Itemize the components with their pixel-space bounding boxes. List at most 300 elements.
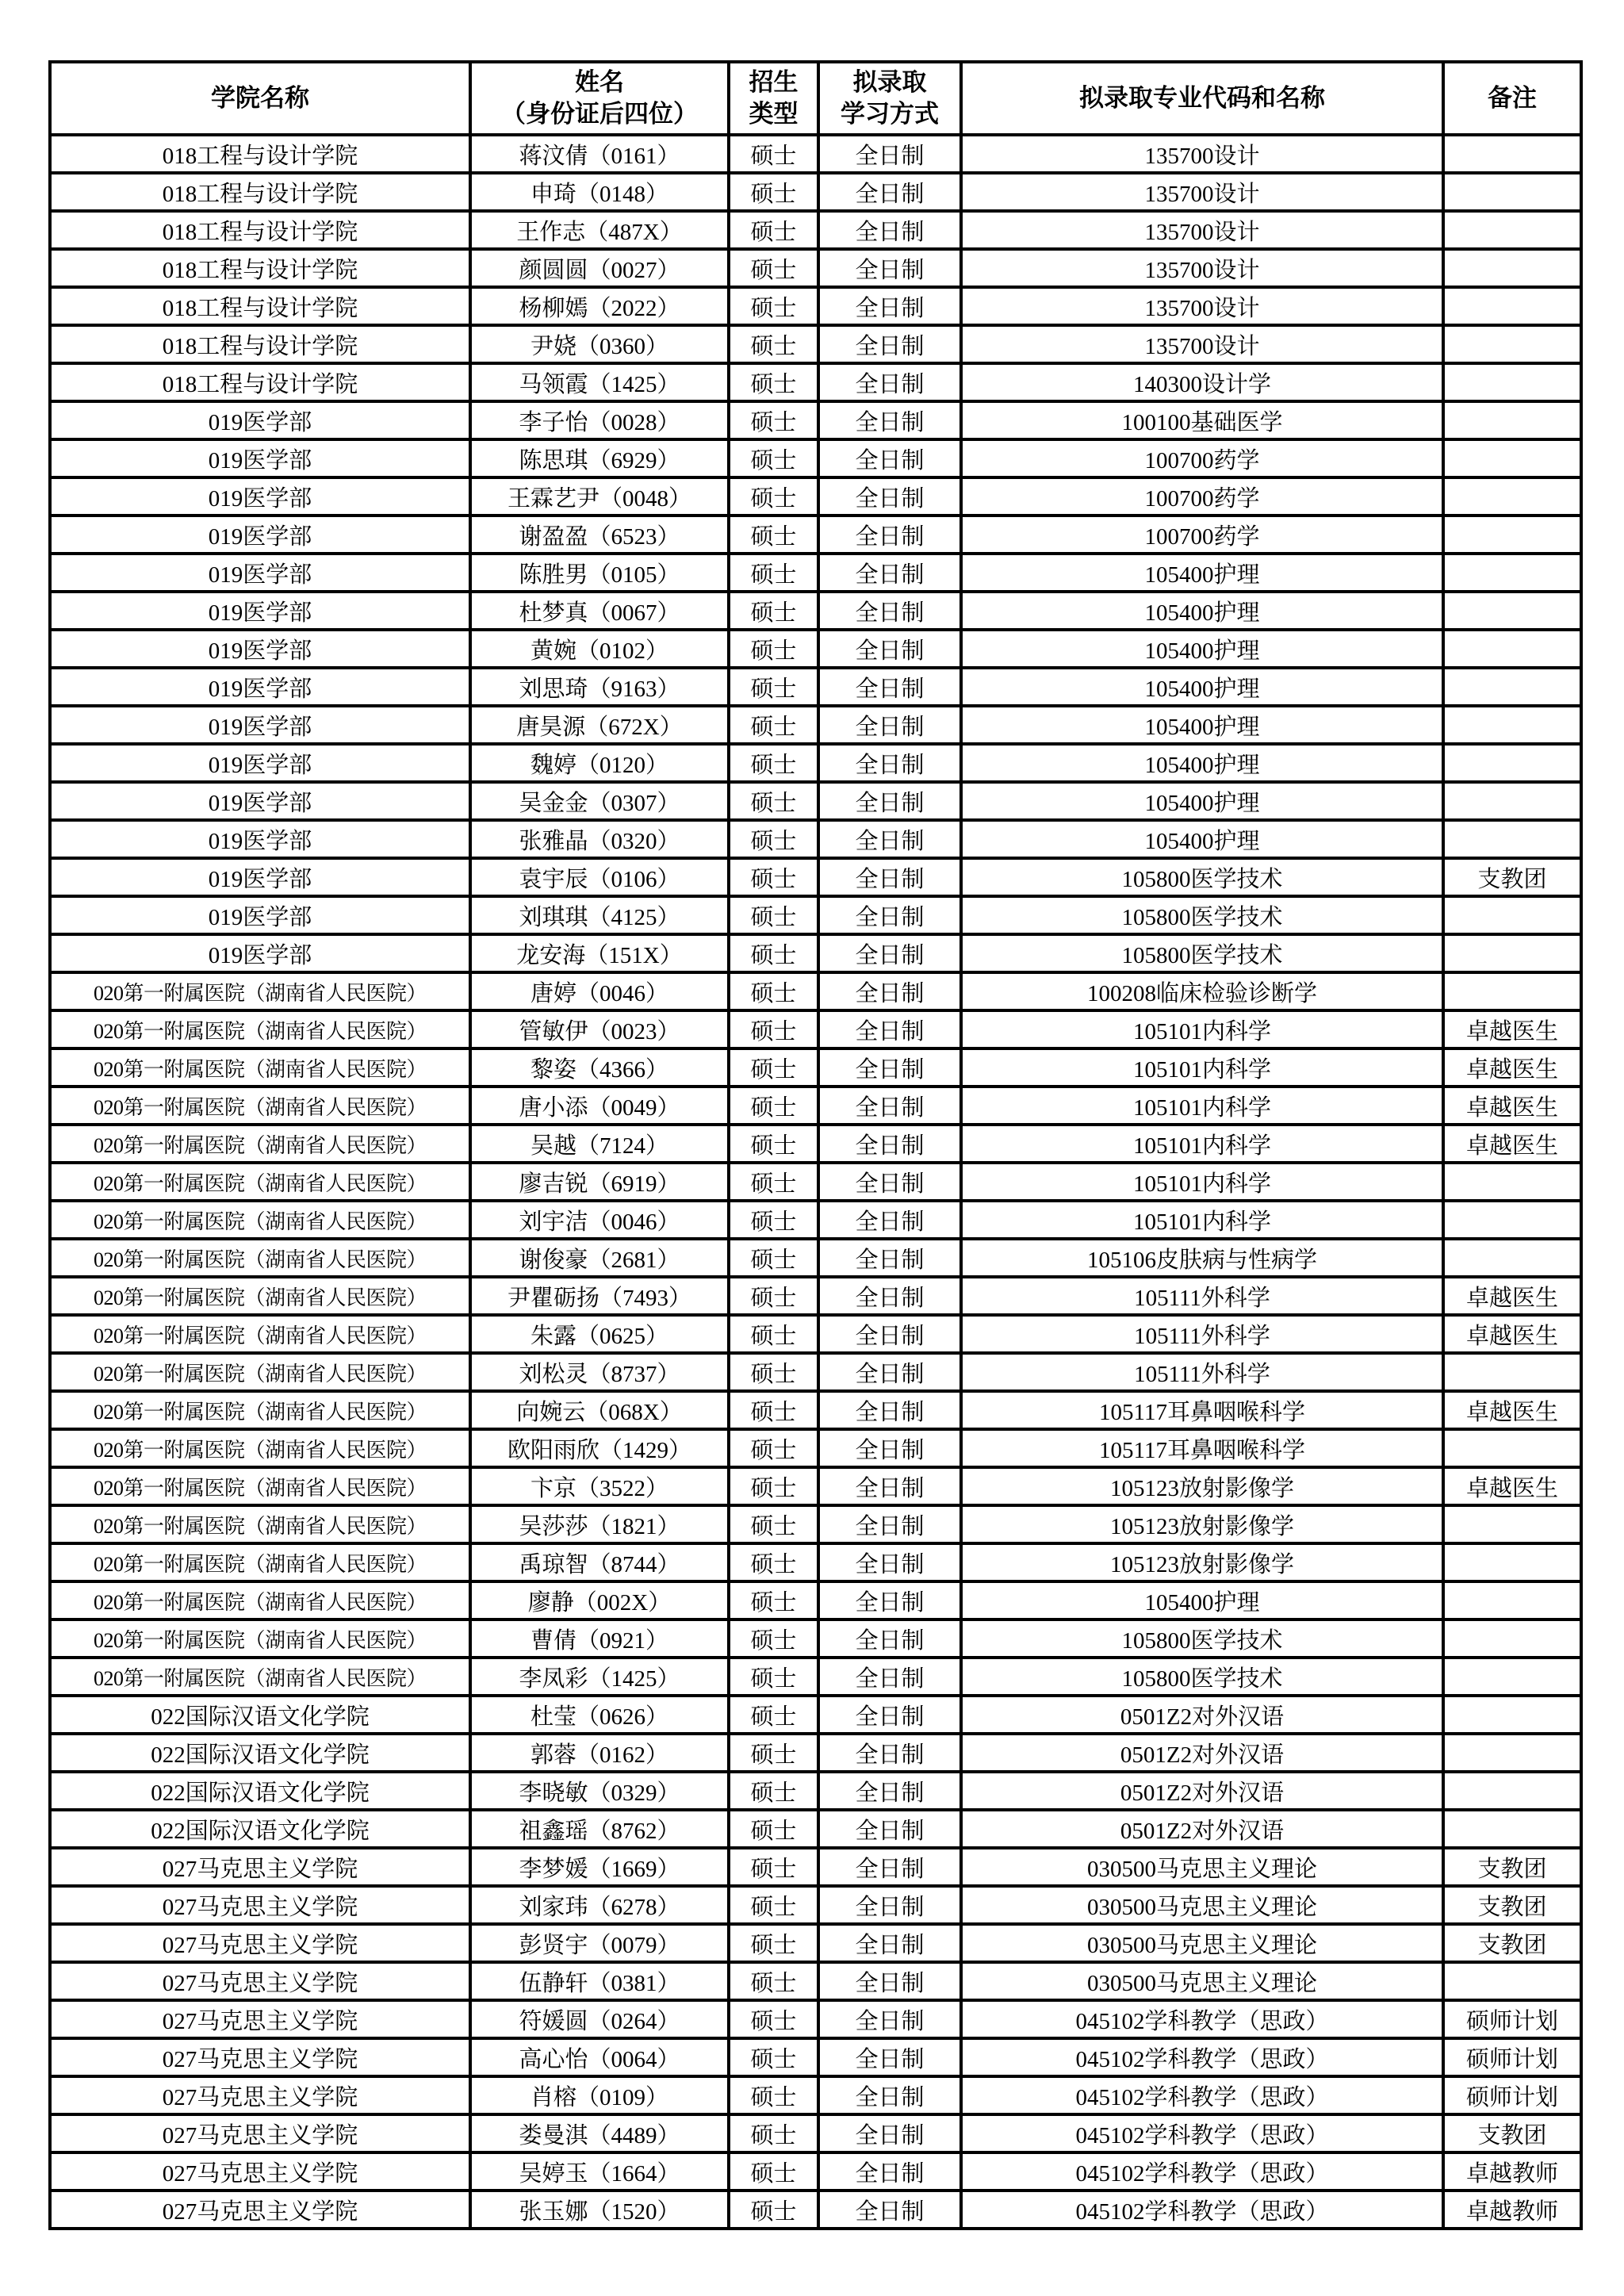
- cell-name: 颜圆圆（0027）: [470, 249, 729, 287]
- cell-college: 018工程与设计学院: [50, 173, 470, 211]
- cell-college: 020第一附属医院（湖南省人民医院）: [50, 1658, 470, 1696]
- cell-name: 廖静（002X）: [470, 1581, 729, 1619]
- table-row: [50, 1848, 1581, 1886]
- cell-mode: 全日制: [818, 1619, 961, 1658]
- cell-remark: [1443, 706, 1581, 744]
- cell-type: 硕士: [729, 1391, 818, 1429]
- table-row: [50, 1886, 1581, 1924]
- cell-remark: [1443, 1239, 1581, 1277]
- cell-college: 020第一附属医院（湖南省人民医院）: [50, 1505, 470, 1543]
- cell-college: 027马克思主义学院: [50, 1848, 470, 1886]
- cell-mode: 全日制: [818, 516, 961, 554]
- cell-mode: 全日制: [818, 1429, 961, 1467]
- cell-mode: 全日制: [818, 1810, 961, 1848]
- cell-mode: 全日制: [818, 2000, 961, 2038]
- cell-college: 027马克思主义学院: [50, 2038, 470, 2076]
- cell-college: 019医学部: [50, 554, 470, 592]
- cell-college: 022国际汉语文化学院: [50, 1810, 470, 1848]
- cell-name: 李凤彩（1425）: [470, 1658, 729, 1696]
- cell-major: 105800医学技术: [961, 1619, 1443, 1658]
- table-row: [50, 668, 1581, 706]
- cell-college: 019医学部: [50, 820, 470, 858]
- table-row: [50, 554, 1581, 592]
- cell-name: 杨柳嫣（2022）: [470, 287, 729, 325]
- cell-remark: [1443, 1163, 1581, 1201]
- table-row: [50, 2191, 1581, 2229]
- cell-type: 硕士: [729, 1619, 818, 1658]
- cell-major: 135700设计: [961, 325, 1443, 363]
- cell-mode: 全日制: [818, 211, 961, 249]
- cell-mode: 全日制: [818, 477, 961, 516]
- cell-mode: 全日制: [818, 2114, 961, 2152]
- cell-name: 吴婷玉（1664）: [470, 2152, 729, 2191]
- table-row: [50, 1125, 1581, 1163]
- cell-college: 027马克思主义学院: [50, 2114, 470, 2152]
- cell-type: 硕士: [729, 820, 818, 858]
- cell-college: 020第一附属医院（湖南省人民医院）: [50, 1543, 470, 1581]
- cell-name: 尹瞿砺扬（7493）: [470, 1277, 729, 1315]
- cell-college: 018工程与设计学院: [50, 211, 470, 249]
- cell-type: 硕士: [729, 2000, 818, 2038]
- cell-name: 郭蓉（0162）: [470, 1734, 729, 1772]
- cell-major: 105101内科学: [961, 1163, 1443, 1201]
- cell-mode: 全日制: [818, 401, 961, 439]
- cell-type: 硕士: [729, 516, 818, 554]
- cell-major: 135700设计: [961, 135, 1443, 173]
- col-header-admission-type-line2: 类型: [749, 100, 799, 128]
- cell-college: 019医学部: [50, 516, 470, 554]
- table-row: [50, 211, 1581, 249]
- table-row: [50, 896, 1581, 934]
- cell-name: 杜梦真（0067）: [470, 592, 729, 630]
- cell-college: 019医学部: [50, 706, 470, 744]
- cell-remark: 卓越医生: [1443, 1048, 1581, 1087]
- cell-major: 105123放射影像学: [961, 1543, 1443, 1581]
- col-header-study-mode-line1: 拟录取: [852, 67, 927, 96]
- table-row: [50, 820, 1581, 858]
- cell-remark: [1443, 1429, 1581, 1467]
- cell-remark: [1443, 516, 1581, 554]
- cell-college: 022国际汉语文化学院: [50, 1772, 470, 1810]
- cell-major: 105800医学技术: [961, 858, 1443, 896]
- table-header: [50, 62, 1581, 135]
- cell-major: 105400护理: [961, 782, 1443, 820]
- cell-name: 向婉云（068X）: [470, 1391, 729, 1429]
- cell-major: 105400护理: [961, 1581, 1443, 1619]
- cell-college: 020第一附属医院（湖南省人民医院）: [50, 1239, 470, 1277]
- cell-type: 硕士: [729, 1010, 818, 1048]
- cell-major: 105400护理: [961, 554, 1443, 592]
- cell-mode: 全日制: [818, 1505, 961, 1543]
- cell-remark: [1443, 1619, 1581, 1658]
- cell-major: 105101内科学: [961, 1010, 1443, 1048]
- cell-type: 硕士: [729, 744, 818, 782]
- cell-mode: 全日制: [818, 1277, 961, 1315]
- cell-type: 硕士: [729, 2076, 818, 2114]
- cell-remark: [1443, 554, 1581, 592]
- cell-remark: [1443, 668, 1581, 706]
- cell-major: 135700设计: [961, 249, 1443, 287]
- cell-mode: 全日制: [818, 592, 961, 630]
- cell-name: 高心怡（0064）: [470, 2038, 729, 2076]
- cell-type: 硕士: [729, 1848, 818, 1886]
- table-row: [50, 1048, 1581, 1087]
- cell-mode: 全日制: [818, 1467, 961, 1505]
- table-row: [50, 1201, 1581, 1239]
- cell-name: 张雅晶（0320）: [470, 820, 729, 858]
- cell-college: 020第一附属医院（湖南省人民医院）: [50, 1163, 470, 1201]
- cell-college: 020第一附属医院（湖南省人民医院）: [50, 1010, 470, 1048]
- cell-mode: 全日制: [818, 1087, 961, 1125]
- cell-remark: [1443, 1658, 1581, 1696]
- table-row: [50, 1277, 1581, 1315]
- cell-type: 硕士: [729, 1772, 818, 1810]
- cell-type: 硕士: [729, 668, 818, 706]
- cell-major: 105400护理: [961, 592, 1443, 630]
- cell-major: 105123放射影像学: [961, 1467, 1443, 1505]
- table-row: [50, 1734, 1581, 1772]
- cell-name: 王作志（487X）: [470, 211, 729, 249]
- cell-type: 硕士: [729, 706, 818, 744]
- cell-type: 硕士: [729, 1962, 818, 2000]
- cell-name: 吴越（7124）: [470, 1125, 729, 1163]
- cell-type: 硕士: [729, 363, 818, 401]
- table-row: [50, 592, 1581, 630]
- table-row: [50, 1505, 1581, 1543]
- admission-list-table: [48, 60, 1583, 2230]
- cell-name: 符媛圆（0264）: [470, 2000, 729, 2038]
- table-row: [50, 858, 1581, 896]
- cell-college: 022国际汉语文化学院: [50, 1734, 470, 1772]
- table-row: [50, 1239, 1581, 1277]
- cell-college: 019医学部: [50, 858, 470, 896]
- cell-major: 030500马克思主义理论: [961, 1962, 1443, 2000]
- cell-major: 135700设计: [961, 173, 1443, 211]
- cell-remark: [1443, 1772, 1581, 1810]
- cell-college: 027马克思主义学院: [50, 2191, 470, 2229]
- table-row: [50, 1924, 1581, 1962]
- table-row: [50, 1467, 1581, 1505]
- cell-remark: [1443, 249, 1581, 287]
- cell-name: 娄曼淇（4489）: [470, 2114, 729, 2152]
- cell-major: 0501Z2对外汉语: [961, 1810, 1443, 1848]
- cell-type: 硕士: [729, 630, 818, 668]
- cell-college: 019医学部: [50, 782, 470, 820]
- cell-college: 019医学部: [50, 439, 470, 477]
- cell-mode: 全日制: [818, 1886, 961, 1924]
- cell-college: 019医学部: [50, 668, 470, 706]
- cell-name: 黎姿（4366）: [470, 1048, 729, 1087]
- cell-type: 硕士: [729, 135, 818, 173]
- cell-mode: 全日制: [818, 1315, 961, 1353]
- cell-type: 硕士: [729, 1353, 818, 1391]
- table-row: [50, 439, 1581, 477]
- cell-major: 105101内科学: [961, 1201, 1443, 1239]
- cell-major: 100700药学: [961, 439, 1443, 477]
- cell-mode: 全日制: [818, 1924, 961, 1962]
- cell-mode: 全日制: [818, 782, 961, 820]
- cell-mode: 全日制: [818, 1010, 961, 1048]
- table-row: [50, 135, 1581, 173]
- col-header-remark: [1443, 62, 1581, 135]
- cell-remark: 卓越医生: [1443, 1467, 1581, 1505]
- cell-remark: [1443, 1734, 1581, 1772]
- cell-college: 027马克思主义学院: [50, 1962, 470, 2000]
- cell-remark: [1443, 782, 1581, 820]
- cell-college: 020第一附属医院（湖南省人民医院）: [50, 1277, 470, 1315]
- cell-mode: 全日制: [818, 325, 961, 363]
- col-header-admission-type: [729, 62, 818, 135]
- cell-mode: 全日制: [818, 896, 961, 934]
- cell-major: 105400护理: [961, 820, 1443, 858]
- table-row: [50, 401, 1581, 439]
- cell-college: 018工程与设计学院: [50, 287, 470, 325]
- cell-major: 045102学科教学（思政）: [961, 2191, 1443, 2229]
- cell-name: 李子怡（0028）: [470, 401, 729, 439]
- cell-major: 105400护理: [961, 744, 1443, 782]
- cell-remark: 卓越教师: [1443, 2191, 1581, 2229]
- cell-name: 刘宇洁（0046）: [470, 1201, 729, 1239]
- cell-mode: 全日制: [818, 1772, 961, 1810]
- cell-remark: [1443, 1543, 1581, 1581]
- cell-name: 卞京（3522）: [470, 1467, 729, 1505]
- cell-major: 105101内科学: [961, 1048, 1443, 1087]
- cell-type: 硕士: [729, 1924, 818, 1962]
- cell-mode: 全日制: [818, 2191, 961, 2229]
- cell-name: 肖榕（0109）: [470, 2076, 729, 2114]
- table-row: [50, 2076, 1581, 2114]
- col-header-admission-type-line1: 招生: [749, 67, 799, 96]
- cell-major: 105800医学技术: [961, 934, 1443, 972]
- cell-major: 100100基础医学: [961, 401, 1443, 439]
- cell-name: 刘琪琪（4125）: [470, 896, 729, 934]
- cell-major: 100700药学: [961, 477, 1443, 516]
- cell-name: 谢盈盈（6523）: [470, 516, 729, 554]
- cell-mode: 全日制: [818, 439, 961, 477]
- cell-name: 管敏伊（0023）: [470, 1010, 729, 1048]
- table-row: [50, 325, 1581, 363]
- cell-remark: [1443, 1696, 1581, 1734]
- cell-major: 105800医学技术: [961, 896, 1443, 934]
- cell-name: 刘思琦（9163）: [470, 668, 729, 706]
- cell-college: 020第一附属医院（湖南省人民医院）: [50, 1619, 470, 1658]
- cell-remark: [1443, 1353, 1581, 1391]
- cell-mode: 全日制: [818, 1581, 961, 1619]
- cell-name: 唐小添（0049）: [470, 1087, 729, 1125]
- col-header-study-mode-line2: 学习方式: [841, 100, 939, 128]
- col-header-major-label: 拟录取专业代码和名称: [1079, 83, 1325, 112]
- table-row: [50, 934, 1581, 972]
- cell-college: 020第一附属医院（湖南省人民医院）: [50, 1201, 470, 1239]
- cell-type: 硕士: [729, 249, 818, 287]
- cell-remark: [1443, 135, 1581, 173]
- cell-remark: 卓越医生: [1443, 1010, 1581, 1048]
- col-header-name-line2: （身份证后四位）: [501, 100, 698, 128]
- cell-type: 硕士: [729, 1467, 818, 1505]
- cell-name: 朱露（0625）: [470, 1315, 729, 1353]
- cell-name: 陈胜男（0105）: [470, 554, 729, 592]
- cell-college: 020第一附属医院（湖南省人民医院）: [50, 1087, 470, 1125]
- table-row: [50, 1429, 1581, 1467]
- cell-type: 硕士: [729, 1315, 818, 1353]
- cell-type: 硕士: [729, 1163, 818, 1201]
- cell-major: 105123放射影像学: [961, 1505, 1443, 1543]
- cell-major: 030500马克思主义理论: [961, 1924, 1443, 1962]
- cell-type: 硕士: [729, 173, 818, 211]
- cell-remark: [1443, 211, 1581, 249]
- table-row: [50, 1962, 1581, 2000]
- cell-remark: [1443, 744, 1581, 782]
- cell-mode: 全日制: [818, 1658, 961, 1696]
- cell-type: 硕士: [729, 934, 818, 972]
- table-row: [50, 2152, 1581, 2191]
- table-row: [50, 249, 1581, 287]
- cell-remark: [1443, 630, 1581, 668]
- cell-remark: [1443, 896, 1581, 934]
- cell-mode: 全日制: [818, 1201, 961, 1239]
- cell-remark: [1443, 1505, 1581, 1543]
- col-header-college: [50, 62, 470, 135]
- cell-major: 105400护理: [961, 668, 1443, 706]
- cell-college: 018工程与设计学院: [50, 249, 470, 287]
- cell-mode: 全日制: [818, 1391, 961, 1429]
- table-row: [50, 1391, 1581, 1429]
- cell-major: 105106皮肤病与性病学: [961, 1239, 1443, 1277]
- cell-name: 尹娆（0360）: [470, 325, 729, 363]
- cell-name: 陈思琪（6929）: [470, 439, 729, 477]
- cell-major: 105101内科学: [961, 1125, 1443, 1163]
- cell-remark: 硕师计划: [1443, 2000, 1581, 2038]
- cell-type: 硕士: [729, 1581, 818, 1619]
- header-row: [50, 62, 1581, 135]
- cell-mode: 全日制: [818, 934, 961, 972]
- cell-mode: 全日制: [818, 1696, 961, 1734]
- cell-remark: 支教团: [1443, 1886, 1581, 1924]
- table-row: [50, 1353, 1581, 1391]
- cell-name: 祖鑫瑶（8762）: [470, 1810, 729, 1848]
- cell-name: 禹琼智（8744）: [470, 1543, 729, 1581]
- cell-mode: 全日制: [818, 1848, 961, 1886]
- cell-major: 100700药学: [961, 516, 1443, 554]
- cell-type: 硕士: [729, 287, 818, 325]
- cell-remark: 硕师计划: [1443, 2076, 1581, 2114]
- cell-college: 022国际汉语文化学院: [50, 1696, 470, 1734]
- cell-mode: 全日制: [818, 173, 961, 211]
- cell-type: 硕士: [729, 211, 818, 249]
- cell-name: 廖吉锐（6919）: [470, 1163, 729, 1201]
- cell-major: 030500马克思主义理论: [961, 1848, 1443, 1886]
- cell-type: 硕士: [729, 782, 818, 820]
- cell-remark: [1443, 439, 1581, 477]
- cell-type: 硕士: [729, 592, 818, 630]
- col-header-remark-label: 备注: [1488, 83, 1537, 112]
- table-body: [50, 135, 1581, 2229]
- cell-remark: [1443, 477, 1581, 516]
- cell-college: 018工程与设计学院: [50, 325, 470, 363]
- cell-mode: 全日制: [818, 1163, 961, 1201]
- table-row: [50, 1087, 1581, 1125]
- cell-mode: 全日制: [818, 363, 961, 401]
- cell-college: 019医学部: [50, 592, 470, 630]
- cell-mode: 全日制: [818, 858, 961, 896]
- cell-remark: [1443, 401, 1581, 439]
- cell-type: 硕士: [729, 1239, 818, 1277]
- cell-name: 吴莎莎（1821）: [470, 1505, 729, 1543]
- cell-major: 045102学科教学（思政）: [961, 2152, 1443, 2191]
- col-header-college-label: 学院名称: [211, 83, 309, 112]
- cell-remark: [1443, 1581, 1581, 1619]
- cell-remark: [1443, 173, 1581, 211]
- cell-type: 硕士: [729, 1734, 818, 1772]
- table-row: [50, 782, 1581, 820]
- col-header-name-line1: 姓名: [575, 67, 624, 96]
- cell-college: 020第一附属医院（湖南省人民医院）: [50, 1353, 470, 1391]
- cell-college: 020第一附属医院（湖南省人民医院）: [50, 1467, 470, 1505]
- cell-type: 硕士: [729, 2038, 818, 2076]
- table-row: [50, 1010, 1581, 1048]
- table-row: [50, 173, 1581, 211]
- table-row: [50, 1543, 1581, 1581]
- cell-name: 魏婷（0120）: [470, 744, 729, 782]
- cell-mode: 全日制: [818, 706, 961, 744]
- cell-type: 硕士: [729, 554, 818, 592]
- cell-mode: 全日制: [818, 249, 961, 287]
- table-row: [50, 2114, 1581, 2152]
- cell-remark: [1443, 592, 1581, 630]
- cell-major: 045102学科教学（思政）: [961, 2076, 1443, 2114]
- cell-major: 105800医学技术: [961, 1658, 1443, 1696]
- cell-mode: 全日制: [818, 1543, 961, 1581]
- cell-type: 硕士: [729, 439, 818, 477]
- cell-major: 105111外科学: [961, 1315, 1443, 1353]
- cell-name: 唐昊源（672X）: [470, 706, 729, 744]
- cell-name: 杜莹（0626）: [470, 1696, 729, 1734]
- cell-remark: 卓越医生: [1443, 1277, 1581, 1315]
- cell-remark: 支教团: [1443, 858, 1581, 896]
- cell-remark: 卓越教师: [1443, 2152, 1581, 2191]
- cell-mode: 全日制: [818, 1239, 961, 1277]
- cell-major: 135700设计: [961, 287, 1443, 325]
- cell-type: 硕士: [729, 477, 818, 516]
- cell-name: 谢俊豪（2681）: [470, 1239, 729, 1277]
- table-row: [50, 706, 1581, 744]
- table-row: [50, 1696, 1581, 1734]
- cell-mode: 全日制: [818, 2152, 961, 2191]
- cell-major: 045102学科教学（思政）: [961, 2038, 1443, 2076]
- cell-remark: [1443, 287, 1581, 325]
- cell-college: 027马克思主义学院: [50, 1924, 470, 1962]
- cell-name: 张玉娜（1520）: [470, 2191, 729, 2229]
- cell-name: 刘松灵（8737）: [470, 1353, 729, 1391]
- cell-college: 018工程与设计学院: [50, 135, 470, 173]
- cell-name: 曹倩（0921）: [470, 1619, 729, 1658]
- cell-type: 硕士: [729, 1696, 818, 1734]
- col-header-major: [961, 62, 1443, 135]
- cell-remark: [1443, 363, 1581, 401]
- cell-type: 硕士: [729, 325, 818, 363]
- cell-name: 吴金金（0307）: [470, 782, 729, 820]
- cell-major: 105400护理: [961, 630, 1443, 668]
- cell-mode: 全日制: [818, 287, 961, 325]
- table-row: [50, 1772, 1581, 1810]
- cell-mode: 全日制: [818, 1353, 961, 1391]
- cell-type: 硕士: [729, 1125, 818, 1163]
- cell-remark: 支教团: [1443, 1848, 1581, 1886]
- cell-mode: 全日制: [818, 1048, 961, 1087]
- cell-remark: [1443, 972, 1581, 1010]
- cell-college: 018工程与设计学院: [50, 363, 470, 401]
- table-row: [50, 744, 1581, 782]
